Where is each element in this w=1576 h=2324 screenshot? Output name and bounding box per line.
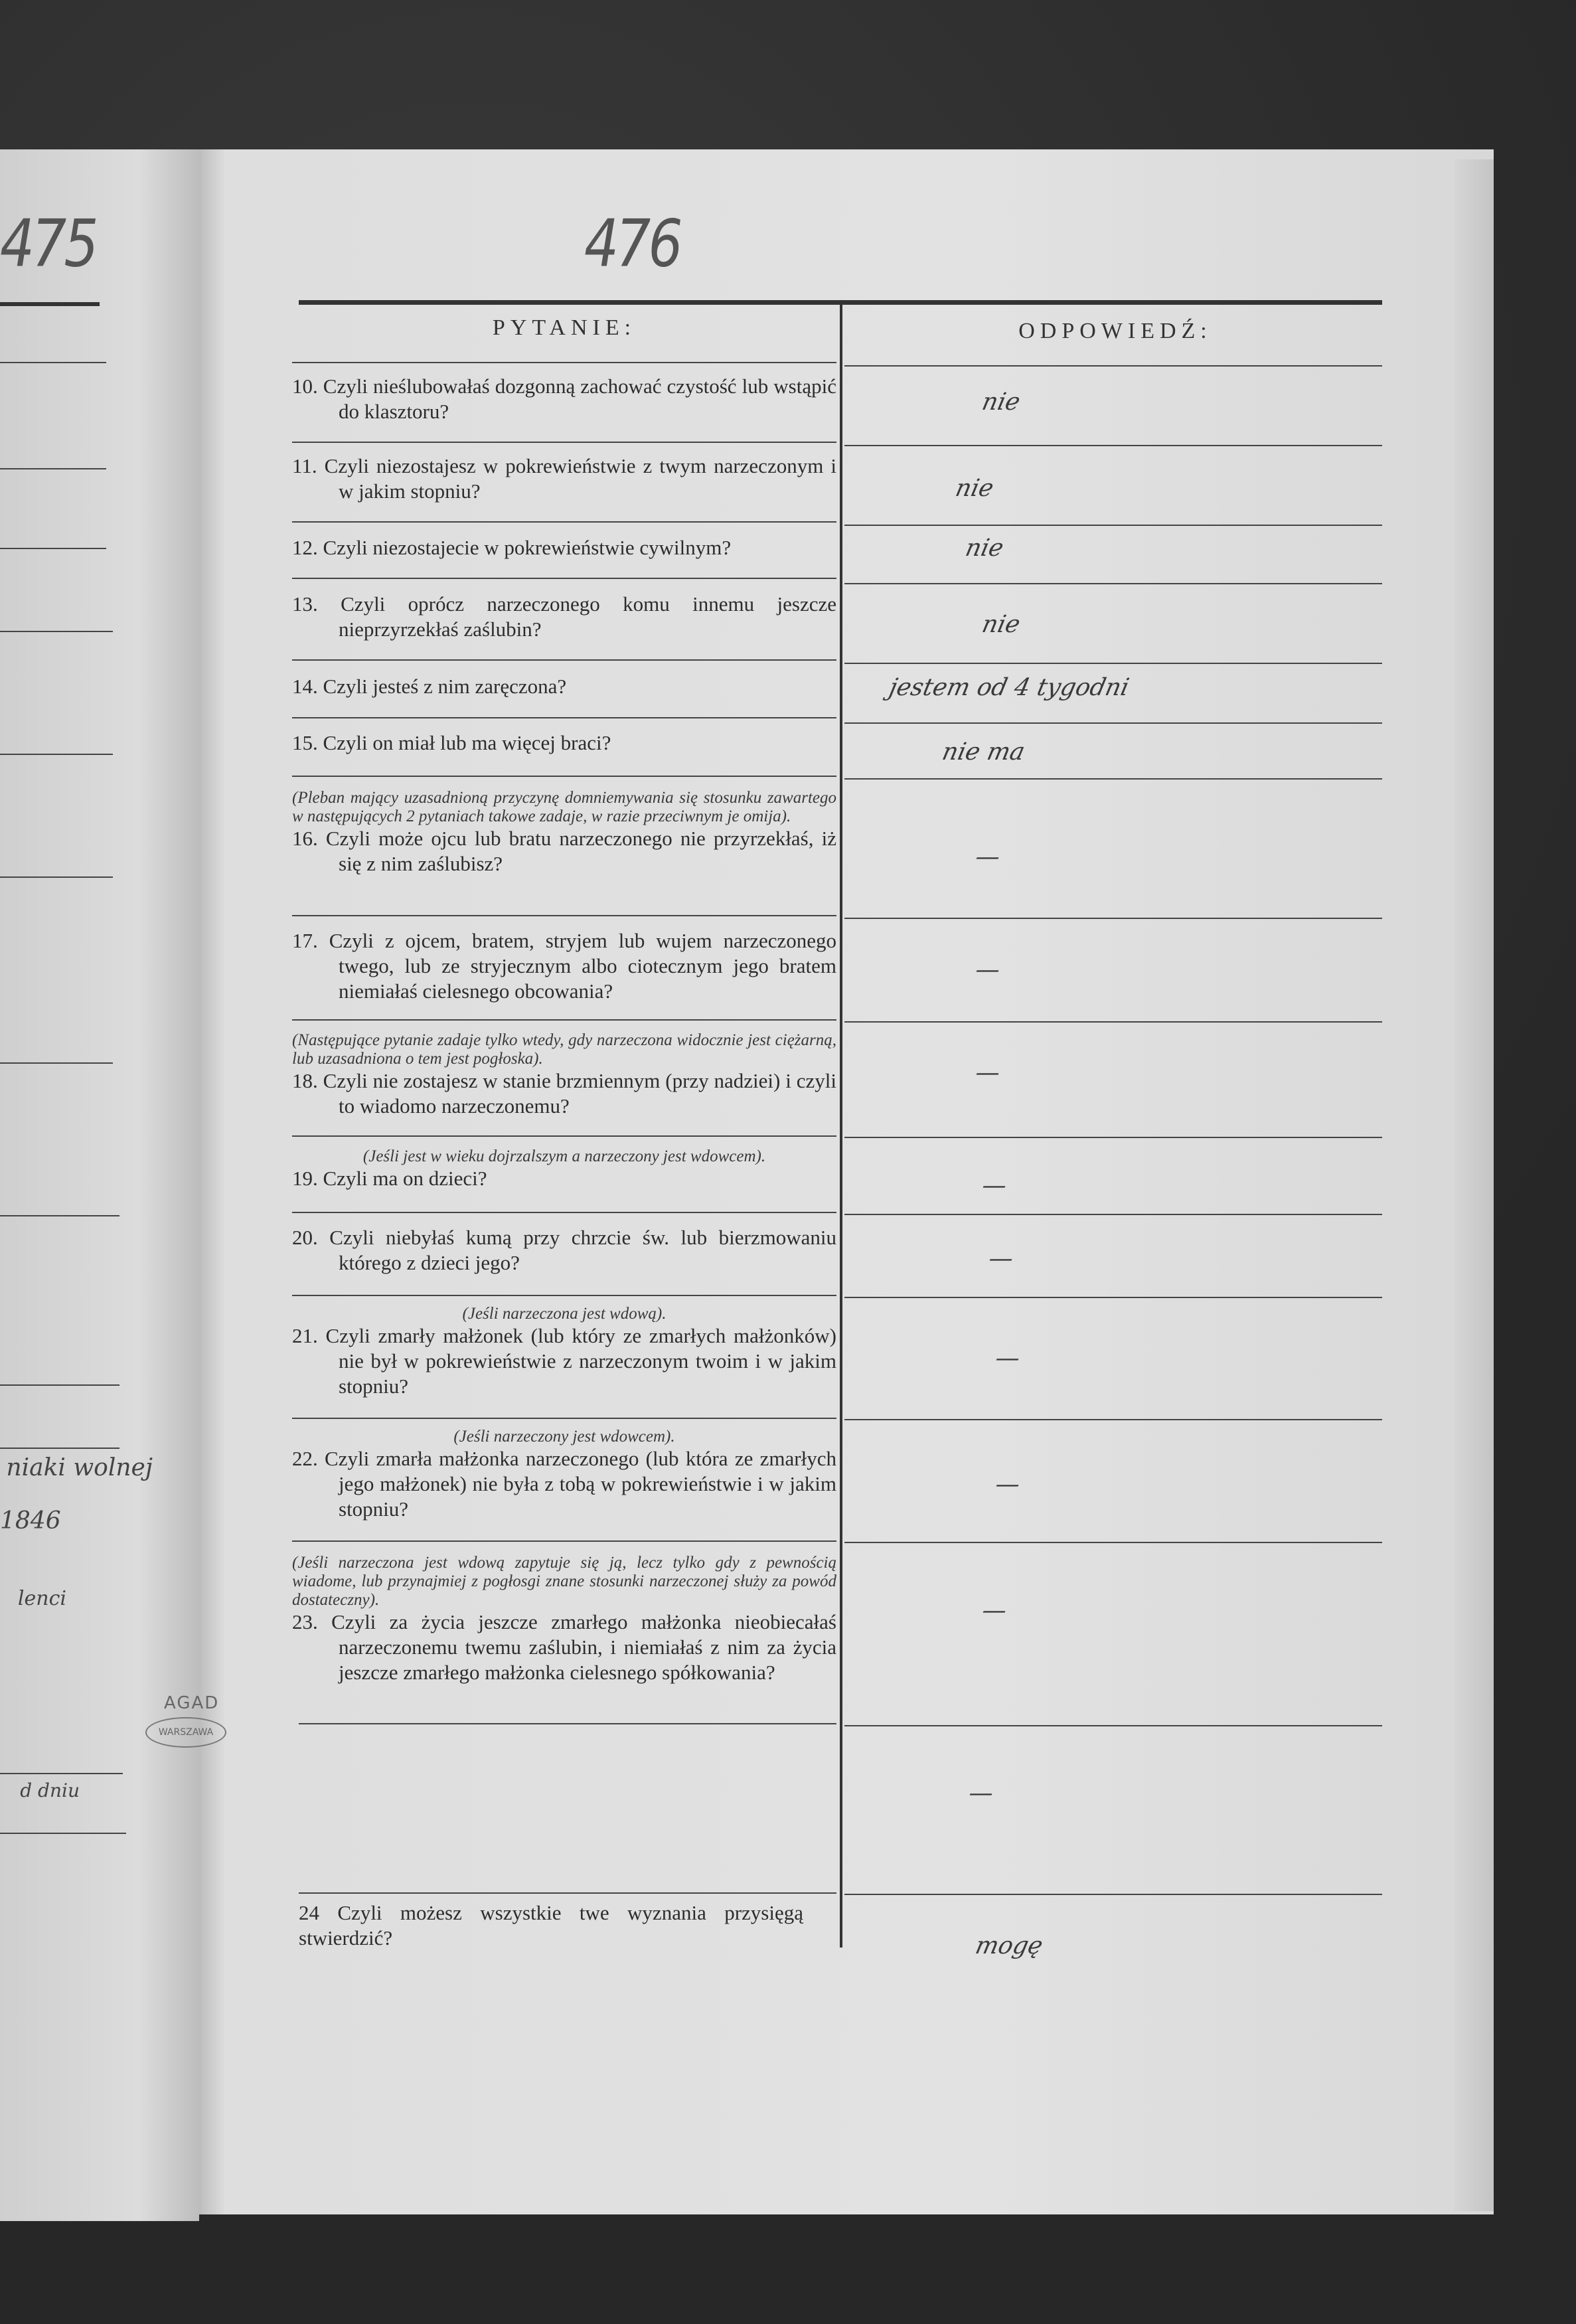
left-page-fragment: niaki wolnej bbox=[6, 1454, 153, 1481]
header-question-column: PYTANIE: bbox=[492, 315, 637, 340]
question-16 bbox=[292, 789, 836, 876]
answer-14: jestem od 4 tygodni bbox=[886, 674, 1132, 701]
question-11 bbox=[292, 454, 836, 504]
left-rule bbox=[0, 468, 106, 469]
left-page-fragment: d dniu bbox=[20, 1780, 80, 1801]
row-separator bbox=[292, 1295, 836, 1296]
answer-18: — bbox=[973, 1059, 1003, 1086]
question-20 bbox=[292, 1225, 836, 1276]
answer-16: — bbox=[973, 843, 1003, 871]
row-separator bbox=[292, 362, 836, 363]
question-text: 19. Czyli ma on dzieci? bbox=[292, 1167, 487, 1190]
row-separator bbox=[844, 1725, 1382, 1726]
row-separator bbox=[844, 445, 1382, 446]
row-separator bbox=[292, 578, 836, 579]
answer-12: nie bbox=[963, 535, 1006, 562]
question-text: 10. Czyli nieślubowałaś dozgonną zachować czystość lub wstąpić do klasztoru? bbox=[292, 374, 836, 423]
row-separator bbox=[292, 1019, 836, 1021]
row-separator bbox=[844, 918, 1382, 919]
answer-21: — bbox=[992, 1345, 1023, 1372]
row-separator bbox=[299, 1892, 836, 1894]
question-text: 18. Czyli nie zostajesz w stanie brzmiennym (przy nadziei) i czyli to wiadomo narzeczonemu? bbox=[292, 1069, 836, 1118]
question-text: 12. Czyli niezostajecie w pokrewieństwie cywilnym? bbox=[292, 536, 732, 559]
row-separator bbox=[292, 659, 836, 661]
folio-right: 476 bbox=[584, 206, 680, 282]
left-page-top-rule bbox=[0, 302, 100, 306]
left-rule bbox=[0, 1773, 123, 1774]
left-rule bbox=[0, 362, 106, 363]
row-separator bbox=[299, 1723, 836, 1724]
question-text: 21. Czyli zmarły małżonek (lub który ze zmarłych małżonków) nie był w pokrewieństwie z narzeczonym twoim i w jakim stopniu? bbox=[292, 1324, 836, 1398]
row-separator bbox=[292, 1135, 836, 1137]
question-15 bbox=[292, 730, 836, 756]
question-17 bbox=[292, 928, 836, 1004]
question-text: 15. Czyli on miał lub ma więcej braci? bbox=[292, 731, 611, 754]
question-text: 17. Czyli z ojcem, bratem, stryjem lub wujem narzeczonego twego, lub ze stryjecznym albo ciotecznym jego bratem niemiałaś cielesnego obcowania? bbox=[292, 929, 836, 1003]
left-rule bbox=[0, 1215, 119, 1216]
answer-23: — bbox=[979, 1597, 1010, 1624]
question-text: 20. Czyli niebyłaś kumą przy chrzcie św. lub bierzmowaniu którego z dzieci jego? bbox=[292, 1226, 836, 1274]
question-note: (Pleban mający uzasadnioną przyczynę domniemywania się stosunku zawartego w następujących 2 pytaniach takowe zadaje, w razie przeciwnym je omija). bbox=[292, 789, 836, 825]
row-separator bbox=[292, 915, 836, 916]
question-23 bbox=[292, 1554, 836, 1685]
header-answer-column: ODPOWIEDŹ: bbox=[1018, 319, 1212, 343]
stamp-inner-text: WARSZAWA bbox=[158, 1727, 214, 1738]
row-separator bbox=[844, 722, 1382, 724]
answer-20: — bbox=[986, 1245, 1016, 1272]
left-rule bbox=[0, 548, 106, 549]
row-separator bbox=[844, 778, 1382, 780]
answer-17: — bbox=[973, 956, 1003, 983]
row-separator bbox=[292, 1212, 836, 1213]
left-page-fragment: 1846 bbox=[0, 1507, 61, 1535]
left-rule bbox=[0, 1062, 113, 1064]
left-rule bbox=[0, 631, 113, 632]
archive-stamp bbox=[143, 1693, 229, 1760]
left-page bbox=[0, 149, 199, 2221]
question-note: (Jeśli narzeczona jest wdową). bbox=[462, 1305, 667, 1323]
question-14 bbox=[292, 674, 836, 699]
row-separator bbox=[844, 525, 1382, 526]
question-text: 22. Czyli zmarła małżonka narzeczonego (lub która ze zmarłych jego małżonek) nie była z tobą w pokrewieństwie i w jakim stopniu? bbox=[292, 1447, 836, 1521]
answer-24: mogę bbox=[973, 1932, 1046, 1959]
answer-15: nie ma bbox=[939, 738, 1028, 766]
question-10 bbox=[292, 374, 836, 424]
question-text: 13. Czyli oprócz narzeczonego komu innemu jeszcze nieprzyrzekłaś zaślubin? bbox=[292, 592, 836, 641]
row-separator bbox=[292, 442, 836, 443]
question-21 bbox=[292, 1305, 836, 1399]
folio-left: 475 bbox=[0, 206, 96, 282]
answer-22: — bbox=[992, 1471, 1023, 1498]
left-rule bbox=[0, 1448, 119, 1449]
row-separator bbox=[292, 717, 836, 718]
question-note: (Jeśli narzeczona jest wdową zapytuje się ją, lecz tylko gdy z pewnością wiadome, lub przynajmiej z pogłosgi znane stosunki narzeczonej służy za powód dostateczny). bbox=[292, 1554, 836, 1609]
page-edge bbox=[1454, 159, 1494, 2211]
question-note: (Jeśli jest w wieku dojrzalszym a narzeczony jest wdowcem). bbox=[362, 1147, 766, 1165]
row-separator bbox=[844, 583, 1382, 584]
row-separator bbox=[844, 1297, 1382, 1298]
row-separator bbox=[844, 663, 1382, 664]
row-separator bbox=[844, 1894, 1382, 1895]
answer-19: — bbox=[979, 1172, 1010, 1199]
question-19 bbox=[292, 1147, 836, 1191]
row-separator bbox=[844, 1542, 1382, 1543]
answer-13: nie bbox=[979, 611, 1023, 638]
answer-11: nie bbox=[953, 475, 996, 502]
question-13 bbox=[292, 592, 836, 642]
question-12 bbox=[292, 535, 836, 560]
left-rule bbox=[0, 1384, 119, 1386]
question-text: 23. Czyli za życia jeszcze zmarłego małżonka nieobiecałaś narzeczonemu twemu zaślubin, i niemiałaś z nim za życia jeszcze zmarłego małżonka cielesnego spółkowania? bbox=[292, 1610, 836, 1684]
column-divider bbox=[840, 304, 842, 1948]
row-separator bbox=[844, 365, 1382, 367]
left-rule bbox=[0, 1833, 126, 1834]
row-separator bbox=[292, 1418, 836, 1419]
row-separator bbox=[292, 521, 836, 523]
answer-extra-dash: — bbox=[966, 1780, 996, 1807]
question-text: 14. Czyli jesteś z nim zaręczona? bbox=[292, 675, 567, 698]
question-note: (Jeśli narzeczony jest wdowcem). bbox=[453, 1428, 675, 1446]
answer-10: nie bbox=[979, 388, 1023, 416]
question-24 bbox=[299, 1900, 803, 1951]
row-separator bbox=[844, 1021, 1382, 1023]
row-separator bbox=[844, 1214, 1382, 1215]
left-page-fragment: lenci bbox=[17, 1587, 66, 1610]
row-separator bbox=[844, 1419, 1382, 1420]
left-rule bbox=[0, 876, 113, 878]
question-22 bbox=[292, 1428, 836, 1522]
row-separator bbox=[292, 1540, 836, 1542]
stamp-oval bbox=[145, 1717, 226, 1748]
question-18 bbox=[292, 1031, 836, 1119]
question-text: 16. Czyli może ojcu lub bratu narzeczonego nie przyrzekłaś, iż się z nim zaślubisz? bbox=[292, 827, 836, 875]
row-separator bbox=[292, 776, 836, 777]
stamp-top-text: AGAD bbox=[164, 1693, 220, 1713]
row-separator bbox=[844, 1137, 1382, 1138]
question-note: (Następujące pytanie zadaje tylko wtedy, gdy narzeczona widocznie jest ciężarną, lub uzasadniona o tem jest pogłoska). bbox=[292, 1031, 836, 1068]
left-rule bbox=[0, 754, 113, 755]
question-text: 24 Czyli możesz wszystkie twe wyznania przysięgą stwierdzić? bbox=[299, 1901, 803, 1950]
question-text: 11. Czyli niezostajesz w pokrewieństwie z twym narzeczonym i w jakim stopniu? bbox=[292, 454, 836, 503]
